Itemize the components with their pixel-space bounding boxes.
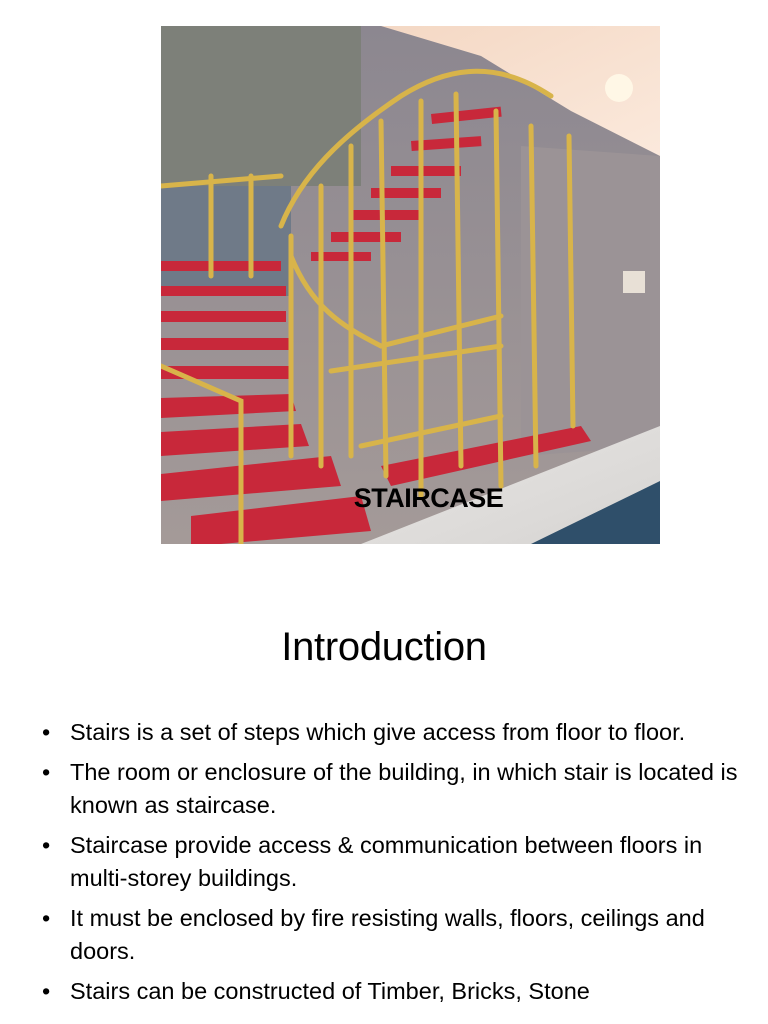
bullet-item: • Stairs is a set of steps which give access from floor to floor. <box>40 716 740 749</box>
photo-caption: STAIRCASE <box>353 483 504 513</box>
staircase-photo <box>161 26 660 544</box>
bullet-item: • Staircase provide access & communication between floors in multi-storey buildings. <box>40 829 740 895</box>
slide-title: Introduction <box>281 625 487 669</box>
staircase-illustration <box>161 26 660 544</box>
bullet-item: • It must be enclosed by fire resisting walls, floors, ceilings and doors. <box>40 902 740 968</box>
bullet-item: • The room or enclosure of the building, in which stair is located is known as staircase. <box>40 756 740 822</box>
bullet-list <box>40 716 740 1015</box>
bullet-item: • Stairs can be constructed of Timber, Bricks, Stone <box>40 975 740 1008</box>
